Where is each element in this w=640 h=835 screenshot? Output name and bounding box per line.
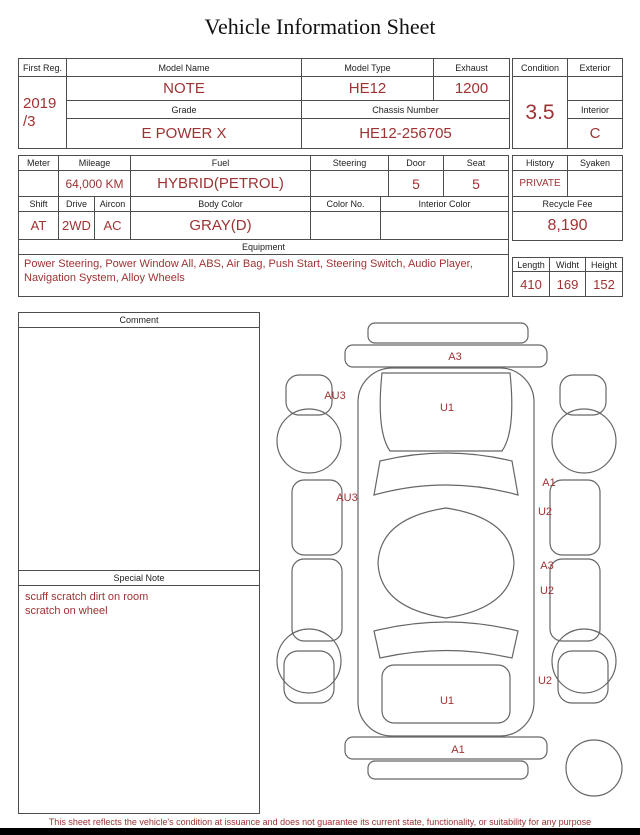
color-no-value — [311, 212, 381, 240]
interior-value: C — [568, 119, 623, 149]
bottom-bar — [0, 828, 640, 835]
special-note-text — [19, 586, 259, 813]
history-table — [512, 155, 623, 241]
seat-label: Seat — [444, 156, 509, 171]
first-reg-label: First Reg. — [19, 59, 67, 77]
aircon-label: Aircon — [95, 197, 131, 212]
special-note-line-1: scuff scratch dirt on room — [25, 591, 149, 603]
model-type-label: Model Type — [302, 59, 434, 77]
grade-label: Grade — [67, 101, 302, 119]
right-rear-door-shape — [550, 559, 600, 641]
special-note-label: Special Note — [19, 570, 259, 586]
body-color-value: GRAY(D) — [131, 212, 311, 240]
first-reg-year: 2019 — [23, 95, 57, 113]
shift-value: AT — [19, 212, 59, 240]
length-label: Length — [513, 258, 550, 272]
mark-right-rear-door: A3 — [540, 560, 554, 572]
width-label: Widht — [550, 258, 586, 272]
first-reg-month: /3 — [23, 112, 36, 130]
condition-label: Condition — [513, 59, 568, 77]
meter-value — [19, 171, 59, 197]
history-label: History — [513, 156, 568, 171]
special-note-line-2: scratch on wheel — [25, 605, 108, 618]
windshield-shape — [374, 453, 518, 495]
disclaimer-text: This sheet reflects the vehicle's condition at issuance and does not guarantee its current state, functionality, or suitability for any purpose — [48, 817, 592, 827]
identity-table — [18, 58, 510, 149]
interior-color-label: Interior Color — [381, 197, 509, 212]
rear-left-wheel — [277, 629, 341, 693]
rear-bumper-shape — [345, 737, 547, 759]
roof-shape — [378, 508, 514, 618]
seat-value: 5 — [444, 171, 509, 197]
chassis-value: HE12-256705 — [302, 119, 510, 149]
comment-label: Comment — [19, 313, 259, 328]
fuel-value: HYBRID(PETROL) — [131, 171, 311, 197]
rear-plate-shape — [368, 761, 528, 779]
history-value: PRIVATE — [513, 171, 568, 197]
recycle-fee-value: 8,190 — [513, 212, 623, 241]
mark-right-front-door: A1 — [542, 477, 556, 489]
mark-right-front-panel: U2 — [537, 506, 553, 518]
first-reg-value — [19, 77, 67, 149]
equipment-value: Power Steering, Power Window All, ABS, Air Bag, Push Start, Steering Switch, Audio Player, Navigation System, Alloy Wheels — [19, 255, 509, 297]
mark-right-rear-panel: U2 — [539, 585, 555, 597]
drive-value: 2WD — [59, 212, 95, 240]
syaken-value — [568, 171, 623, 197]
front-bumper-shape — [345, 345, 547, 367]
mark-rear-bumper: A1 — [451, 744, 465, 756]
chassis-label: Chassis Number — [302, 101, 510, 119]
drive-label: Drive — [59, 197, 95, 212]
rear-window-shape — [374, 622, 518, 658]
left-rear-door-shape — [292, 559, 342, 641]
mark-left-side-doors: AU3 — [336, 492, 358, 504]
comment-box — [18, 312, 260, 814]
spare-tire-shape — [566, 740, 622, 796]
recycle-fee-label: Recycle Fee — [513, 197, 623, 212]
condition-value: 3.5 — [513, 77, 568, 149]
steering-value — [311, 171, 389, 197]
exterior-label: Exterior — [568, 59, 623, 77]
rear-left-fender-shape — [284, 651, 334, 703]
mileage-value: 64,000 KM — [59, 171, 131, 197]
front-right-wheel — [552, 409, 616, 473]
model-type-value: HE12 — [302, 77, 434, 101]
left-front-door-shape — [292, 480, 342, 555]
door-label: Door — [389, 156, 444, 171]
interior-color-value — [381, 212, 509, 240]
aircon-value: AC — [95, 212, 131, 240]
rear-right-wheel — [552, 629, 616, 693]
width-value: 169 — [550, 272, 586, 297]
comment-area — [19, 328, 259, 570]
front-plate-shape — [368, 323, 528, 343]
trunk-shape — [382, 665, 510, 723]
grade-value: E POWER X — [67, 119, 302, 149]
exhaust-label: Exhaust — [434, 59, 510, 77]
height-value: 152 — [586, 272, 623, 297]
mark-front-left-fender: AU3 — [324, 390, 346, 402]
syaken-label: Syaken — [568, 156, 623, 171]
mileage-label: Mileage — [59, 156, 131, 171]
interior-label: Interior — [568, 101, 623, 119]
front-left-wheel — [277, 409, 341, 473]
meter-label: Meter — [19, 156, 59, 171]
rear-right-fender-shape — [558, 651, 608, 703]
height-label: Height — [586, 258, 623, 272]
door-value: 5 — [389, 171, 444, 197]
dimensions-table — [512, 257, 623, 297]
details-table — [18, 155, 509, 297]
fuel-label: Fuel — [131, 156, 311, 171]
equipment-label: Equipment — [19, 240, 509, 255]
exhaust-value: 1200 — [434, 77, 510, 101]
length-value: 410 — [513, 272, 550, 297]
page-title: Vehicle Information Sheet — [204, 14, 436, 39]
right-front-door-shape — [550, 480, 600, 555]
mark-right-rear-fender: U2 — [537, 675, 553, 687]
model-name-value: NOTE — [67, 77, 302, 101]
color-no-label: Color No. — [311, 197, 381, 212]
exterior-value — [568, 77, 623, 101]
mark-trunk: U1 — [439, 695, 455, 707]
mark-front-bumper: A3 — [448, 351, 462, 363]
shift-label: Shift — [19, 197, 59, 212]
condition-table — [512, 58, 623, 149]
body-color-label: Body Color — [131, 197, 311, 212]
car-damage-diagram — [262, 313, 630, 805]
steering-label: Steering — [311, 156, 389, 171]
mark-hood: U1 — [439, 402, 455, 414]
model-name-label: Model Name — [67, 59, 302, 77]
body-outline — [358, 368, 534, 736]
